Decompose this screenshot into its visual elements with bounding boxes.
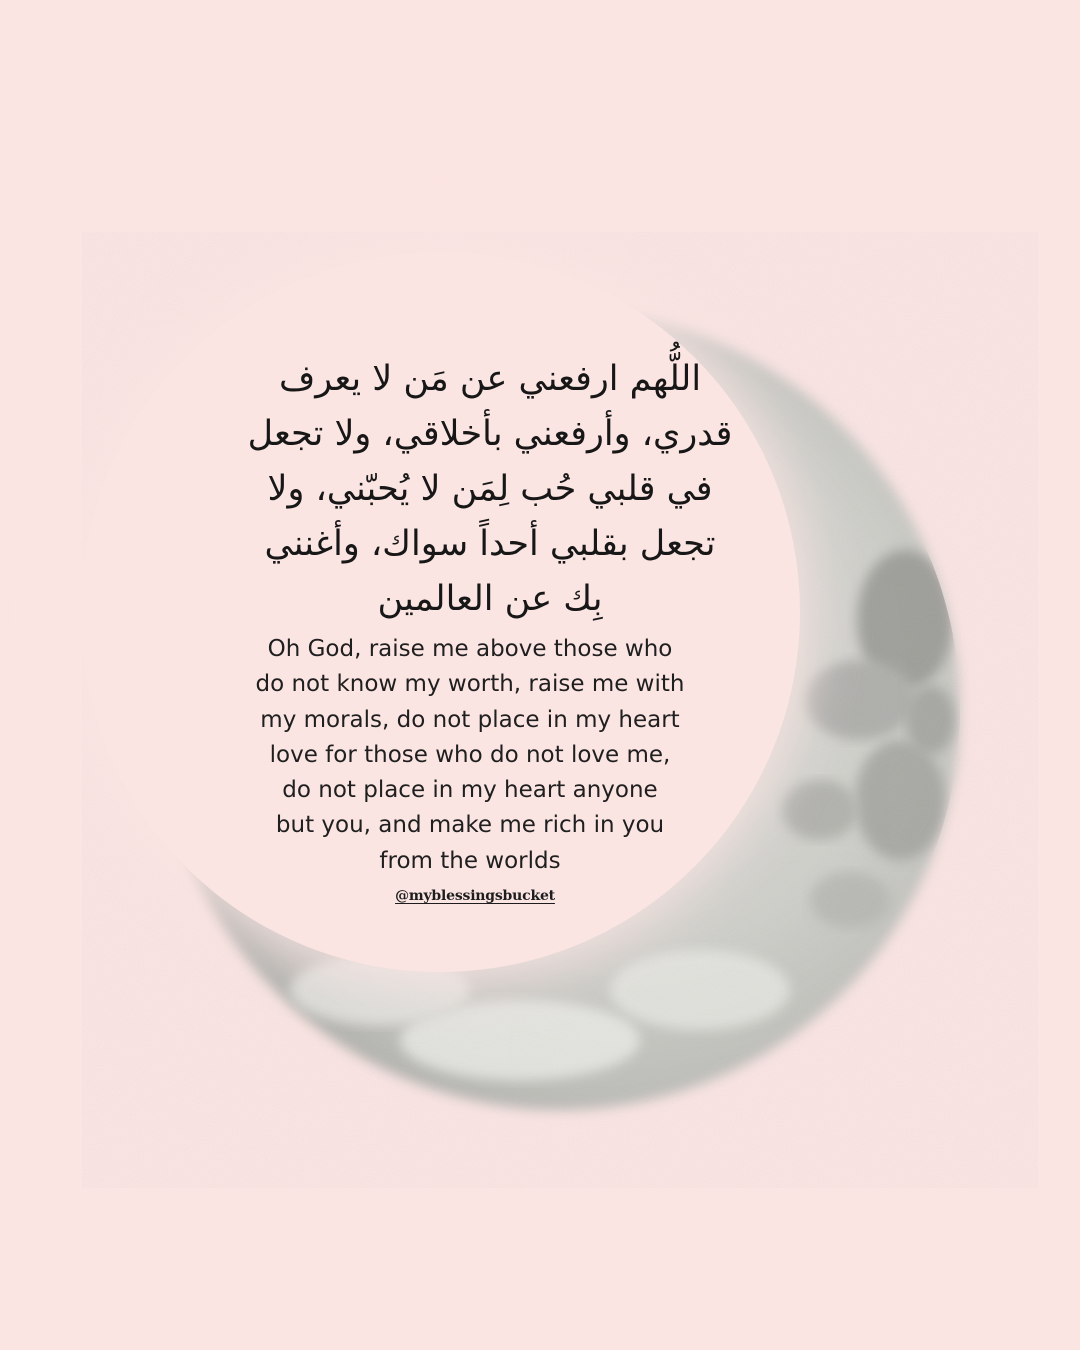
arabic-line: اللُّهم ارفعني عن مَن لا يعرف (278, 359, 702, 399)
english-line: Oh God, raise me above those who (267, 636, 673, 662)
english-line: from the worlds (379, 847, 561, 874)
arabic-line: بِك عن العالمين (377, 579, 603, 619)
english-line: my morals, do not place in my heart (260, 706, 680, 733)
english-line: do not know my worth, raise me with (255, 671, 685, 698)
arabic-line: تجعل بقلبي أحداً سواك، وأغنني (264, 524, 716, 564)
english-line: love for those who do not love me, (269, 741, 671, 768)
arabic-line: في قلبي حُب لِمَن لا يُحبّني، ولا (267, 469, 713, 509)
english-line: but you, and make me rich in you (275, 812, 665, 839)
account-handle-link[interactable]: @myblessingsbucket (395, 888, 555, 904)
english-translation-text (220, 632, 720, 879)
arabic-dua-text (200, 352, 780, 627)
arabic-line: قدري، وأرفعني بأخلاقي، ولا تجعل (247, 414, 733, 454)
english-line: do not place in my heart anyone (282, 777, 658, 804)
